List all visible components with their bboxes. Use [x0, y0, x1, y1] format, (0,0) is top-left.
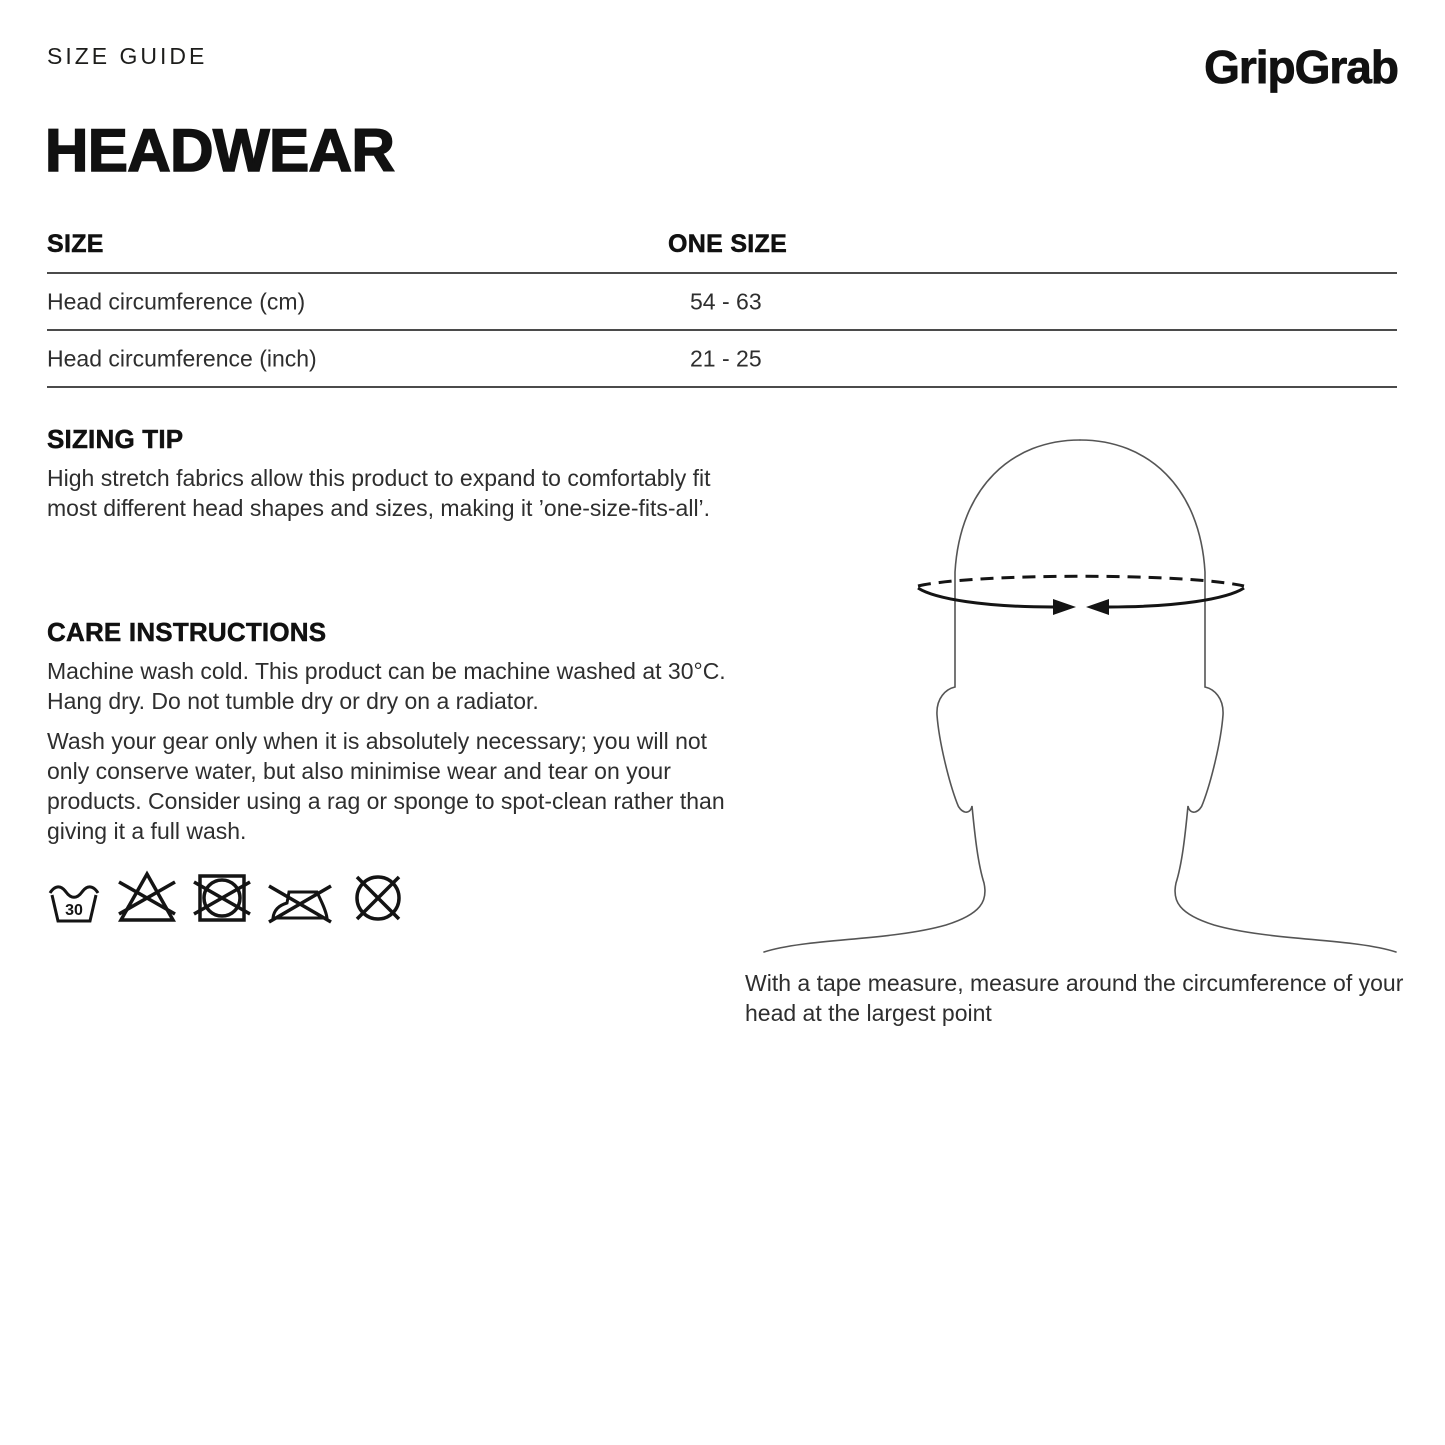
arrow-left-icon	[1086, 599, 1109, 615]
row-value-inch: 21 - 25	[690, 345, 762, 371]
measuring-band-solid-right	[1109, 588, 1244, 607]
gripgrab-logo: GripGrab	[1204, 41, 1398, 93]
care-instructions-heading: CARE INSTRUCTIONS	[47, 617, 327, 647]
sizing-tip-text: High stretch fabrics allow this product to expand to comfortably fit most different head shapes and sizes, making it ’one-size-fits-all’.	[47, 465, 711, 521]
head-outline-illustration	[750, 422, 1420, 957]
care-instructions-text-2: Wash your gear only when it is absolutely necessary; you will not only conserve water, but also minimise wear and tear on your products. Consider using a rag or sponge to spot-clean rather than giving it a full wash.	[47, 728, 725, 844]
do-not-tumble-dry-icon	[193, 868, 251, 924]
size-table	[47, 228, 1397, 388]
one-size-column-header: ONE SIZE	[668, 230, 788, 258]
arrow-right-icon	[1053, 599, 1076, 615]
table-row	[47, 274, 1397, 331]
measuring-band-dashed	[918, 576, 1244, 586]
care-instructions-text-1: Machine wash cold. This product can be machine washed at 30°C. Hang dry. Do not tumble dry or dry on a radiator.	[47, 658, 726, 714]
row-label-inch: Head circumference (inch)	[47, 345, 317, 371]
do-not-iron-icon	[265, 868, 335, 924]
do-not-dry-clean-icon	[349, 868, 407, 924]
machine-wash-30-icon	[47, 868, 101, 924]
figure-caption: With a tape measure, measure around the circumference of your head at the largest point	[745, 970, 1404, 1026]
row-value-cm: 54 - 63	[690, 288, 762, 314]
row-label-cm: Head circumference (cm)	[47, 288, 306, 314]
page-title: HEADWEAR	[45, 117, 395, 184]
care-symbols-row	[47, 866, 407, 924]
head-measurement-figure	[750, 422, 1420, 957]
measuring-band-solid-left	[918, 588, 1053, 607]
size-table-header-row	[47, 228, 1397, 274]
do-not-bleach-icon	[115, 868, 179, 924]
size-column-header: SIZE	[47, 230, 104, 258]
size-guide-label: SIZE GUIDE	[47, 43, 208, 69]
table-row	[47, 331, 1397, 388]
svg-text:30: 30	[65, 902, 83, 919]
sizing-tip-heading: SIZING TIP	[47, 424, 184, 454]
